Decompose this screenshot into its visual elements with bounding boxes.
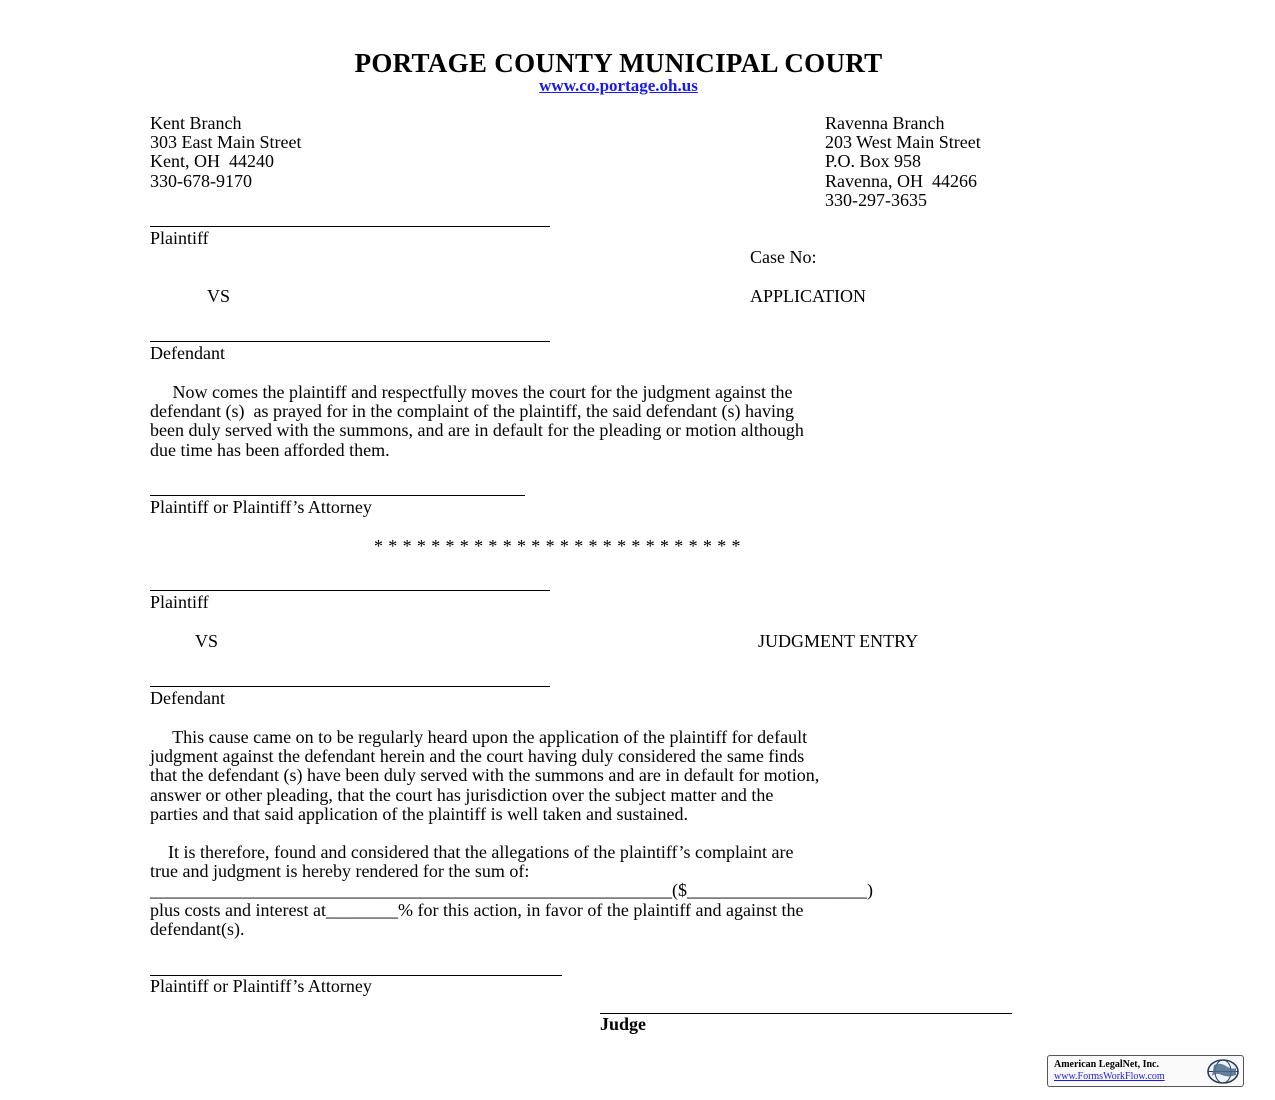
application-body-line: due time has been afforded them.: [150, 439, 390, 460]
logo-company-name: American LegalNet, Inc.: [1054, 1059, 1159, 1070]
logo-url[interactable]: www.FormsWorkFlow.com: [1054, 1071, 1165, 1082]
ravenna-branch-city: Ravenna, OH 44266: [825, 170, 977, 191]
ravenna-branch-street: 203 West Main Street: [825, 132, 981, 153]
court-website-link[interactable]: www.co.portage.oh.us: [539, 76, 698, 95]
judgment-finding: [150, 843, 1090, 939]
application-title: APPLICATION: [750, 286, 867, 306]
judgment-signature-label: Plaintiff or Plaintiff’s Attorney: [150, 976, 372, 996]
kent-branch-address: [150, 114, 301, 191]
judge-label: Judge: [600, 1014, 647, 1034]
application-body-line: been duly served with the summons, and are in default for the pleading or motion although: [150, 420, 804, 441]
judgment-finding-line: true and judgment is hereby rendered for the sum of:: [150, 861, 530, 882]
judgment-finding-line: It is therefore, found and considered that the allegations of the plaintiff’s complaint are: [150, 842, 794, 862]
application-defendant-line[interactable]: [150, 341, 550, 342]
judge-signature-line[interactable]: [600, 1013, 1012, 1014]
judgment-amount-field[interactable]: __________________________________________________________($____________________): [150, 880, 873, 901]
judgment-body-line: judgment against the defendant herein and the court having duly considered the same finds: [150, 746, 805, 767]
application-defendant-label: Defendant: [150, 343, 225, 363]
application-signature-label: Plaintiff or Plaintiff’s Attorney: [150, 497, 372, 517]
globe-icon: [1206, 1059, 1240, 1084]
kent-branch-phone: 330-678-9170: [150, 170, 252, 191]
application-plaintiff-line[interactable]: [150, 226, 550, 227]
judgment-body-line: parties and that said application of the plaintiff is well taken and sustained.: [150, 803, 689, 824]
court-title: PORTAGE COUNTY MUNICIPAL COURT: [354, 48, 883, 78]
application-body-line: Now comes the plaintiff and respectfully moves the court for the judgment against the: [150, 382, 793, 402]
kent-branch-city: Kent, OH 44240: [150, 151, 274, 172]
judgment-finding-line: defendant(s).: [150, 918, 245, 939]
kent-branch-name: Kent Branch: [150, 113, 242, 133]
judgment-plaintiff-label: Plaintiff: [150, 592, 209, 612]
judgment-body-line: This cause came on to be regularly heard upon the application of the plaintiff for default: [150, 727, 808, 747]
judgment-body-line: that the defendant (s) have been duly served with the summons and are in default for motion,: [150, 765, 820, 786]
judgment-entry-title: JUDGMENT ENTRY: [758, 631, 919, 651]
court-website: [0, 76, 1237, 96]
american-legalnet-logo[interactable]: [1047, 1055, 1244, 1087]
judgment-body-line: answer or other pleading, that the court has jurisdiction over the subject matter and the: [150, 784, 774, 805]
ravenna-branch-name: Ravenna Branch: [825, 113, 945, 133]
judgment-defendant-label: Defendant: [150, 688, 225, 708]
application-plaintiff-label: Plaintiff: [150, 228, 209, 248]
section-separator: * * * * * * * * * * * * * * * * * * * * * * * * * *: [374, 536, 741, 556]
kent-branch-street: 303 East Main Street: [150, 132, 302, 153]
judgment-defendant-line[interactable]: [150, 686, 550, 687]
judgment-body: [150, 728, 1090, 824]
ravenna-branch-address: [825, 114, 981, 210]
judgment-vs: VS: [195, 631, 219, 651]
application-body-line: defendant (s) as prayed for in the complaint of the plaintiff, the said defendant (s) having: [150, 401, 794, 422]
ravenna-branch-po-box: P.O. Box 958: [825, 151, 922, 172]
application-body: [150, 383, 1090, 460]
ravenna-branch-phone: 330-297-3635: [825, 189, 927, 210]
application-signature-line[interactable]: [150, 495, 525, 496]
case-no-label: Case No:: [750, 247, 817, 267]
judgment-plaintiff-line[interactable]: [150, 590, 550, 591]
judgment-interest-line[interactable]: plus costs and interest at________% for this action, in favor of the plaintiff and against the: [150, 899, 804, 920]
application-vs: VS: [207, 286, 231, 306]
